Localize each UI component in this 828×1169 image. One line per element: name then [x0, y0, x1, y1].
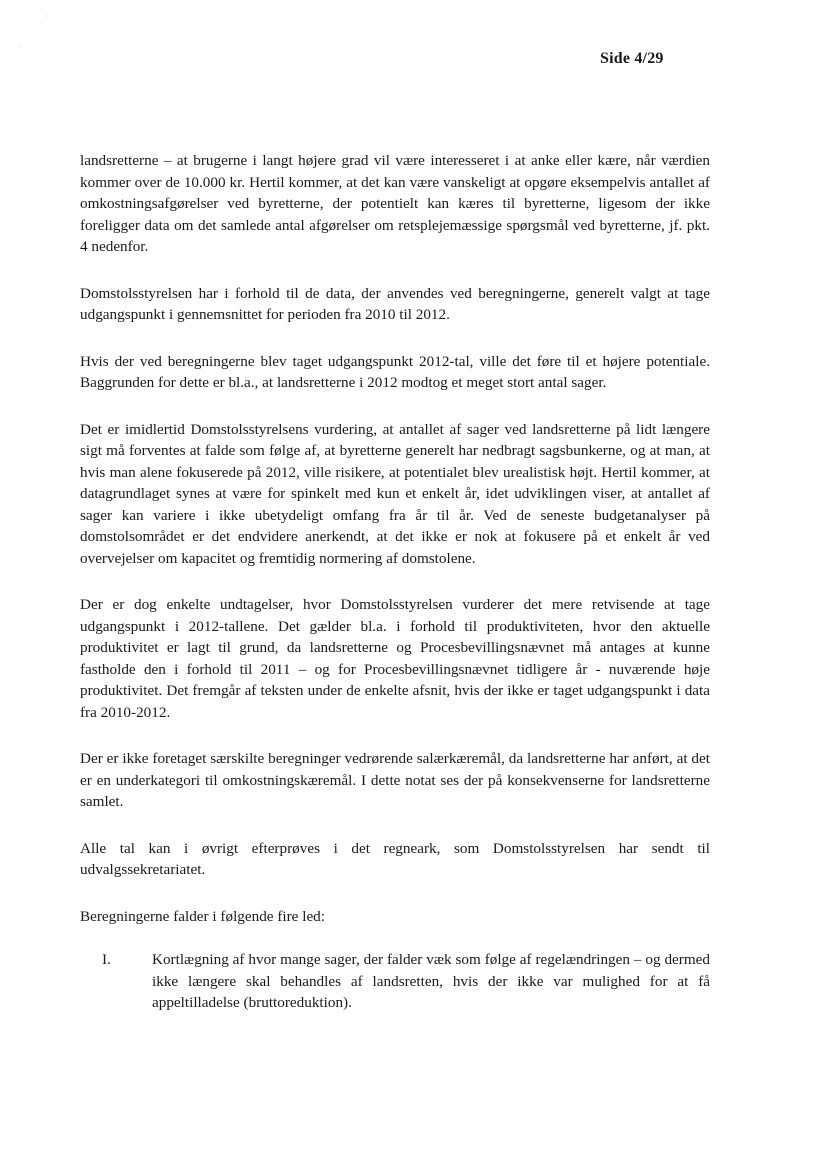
- scan-speck: ·: [46, 12, 49, 21]
- paragraph: Hvis der ved beregningerne blev taget udgangspunkt 2012-tal, ville det føre til et højere potentiale. Baggrunden for dette er bl.a., at landsretterne i 2012 modtog et meget stort antal sager.: [80, 352, 710, 391]
- paragraph: Der er ikke foretaget særskilte beregninger vedrørende salærkæremål, da landsretterne har anført, at det er en underkategori til omkostningskæremål. I dette notat ses der på konsekvenserne for landsretterne samlet.: [80, 750, 710, 810]
- numbered-list: [80, 949, 710, 1014]
- paragraph: Beregningerne falder i følgende fire led:: [80, 907, 325, 925]
- paragraph: Der er dog enkelte undtagelser, hvor Domstolsstyrelsen vurderer det mere retvisende at tage udgangspunkt i 2012-tallene. Det gælder bl.a. i forhold til produktiviteten, hvor den aktuelle produktivitet er lagt til grund, da landsretterne og Procesbevillingsnævnet må antages at kunne fastholde den i forhold til 2011 – og for Procesbevillingsnævnet tidligere år - nuværende høje produktivitet. Det fremgår af teksten under de enkelte afsnit, hvis der ikke er taget udgangspunkt i data fra 2010-2012.: [80, 596, 710, 721]
- paragraph: Det er imidlertid Domstolsstyrelsens vurdering, at antallet af sager ved landsretterne på lidt længere sigt må forventes at falde som følge af, at byretterne generelt har nedbragt sagsbunkerne, og at man, at hvis man alene fokuserede på 2012, ville risikere, at potentialet blev urealistisk højt. Hertil kommer, at datagrundlaget synes at være for spinkelt med kun et enkelt år, idet udviklingen viser, at antallet af sager kan variere i ikke ubetydeligt omfang fra år til år. Ved de seneste budgetanalyser på domstolsområdet er det endvidere anerkendt, at det ikke er nok at fokusere på et enkelt år ved overvejelser om kapacitet og fremtidig normering af domstolene.: [80, 420, 710, 567]
- list-item-text: Kortlægning af hvor mange sager, der falder væk som følge af regelændringen – og dermed ikke længere skal behandles af landsretten, hvis der ikke var mulighed for at få appeltilladelse (bruttoreduktion).: [152, 951, 710, 1011]
- list-item: [80, 949, 710, 1014]
- document-body: [80, 150, 710, 1014]
- paragraph: Alle tal kan i øvrigt efterprøves i det regneark, som Domstolsstyrelsen har sendt til udvalgssekretariatet.: [80, 839, 710, 878]
- page-number: Side 4/29: [600, 50, 664, 67]
- list-item-number: I.: [102, 951, 111, 968]
- scan-speck: ·: [18, 42, 21, 51]
- paragraph: landsretterne – at brugerne i langt højere grad vil være interesseret i at anke eller kære, når værdien kommer over de 10.000 kr. Hertil kommer, at det kan være vanskeligt at opgøre eksempelvis antallet af omkostningsafgørelser ved byretterne, der potentielt kan kæres til byretterne, ligesom der ikke foreligger data om det samlede antal afgørelser om retsplejemæssige spørgsmål ved byretterne, jf. pkt. 4 nedenfor.: [80, 152, 710, 255]
- paragraph: Domstolsstyrelsen har i forhold til de data, der anvendes ved beregningerne, generelt valgt at tage udgangspunkt i gennemsnittet for perioden fra 2010 til 2012.: [80, 284, 710, 323]
